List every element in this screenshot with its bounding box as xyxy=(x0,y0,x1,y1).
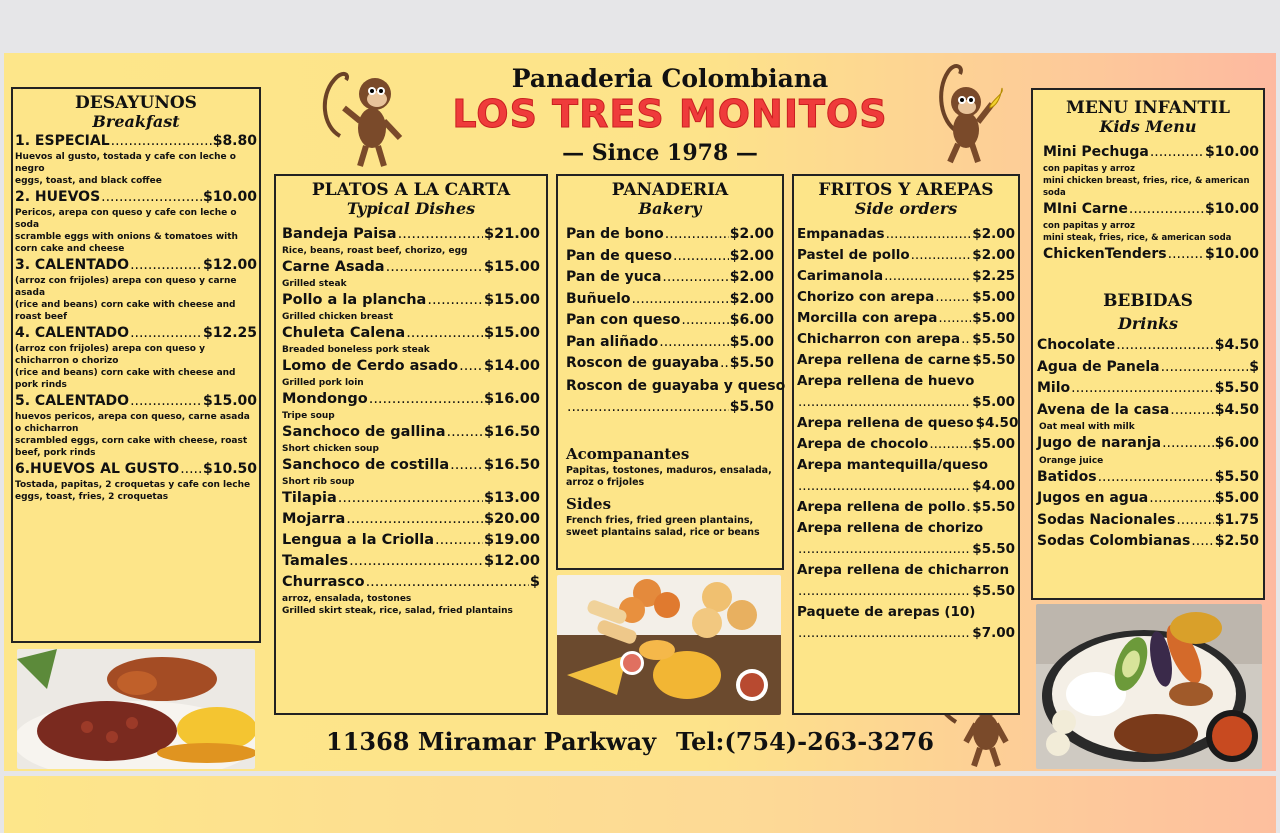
list-item xyxy=(566,246,774,268)
item-desc: Grilled chicken breast xyxy=(282,312,394,322)
item-name: Pan aliñado xyxy=(566,333,659,350)
list-item xyxy=(282,389,540,410)
item-desc-en: eggs, toast, fries, 2 croquetas xyxy=(15,492,169,502)
list-item xyxy=(797,392,1015,413)
list-item xyxy=(15,323,257,343)
dot-leader xyxy=(1098,467,1214,489)
item-desc-en: scramble eggs with onions & tomatoes with corn cake and cheese xyxy=(15,232,238,254)
item-price: $16.50 xyxy=(484,457,540,473)
list-item xyxy=(566,310,774,332)
item-name: Paquete de arepas (10) xyxy=(797,604,976,620)
item-price: $6.00 xyxy=(729,312,774,328)
dot-leader xyxy=(798,539,971,560)
item-name: Carne Asada xyxy=(282,259,385,275)
item-name: Pollo a la plancha xyxy=(282,292,427,308)
menu-board-next xyxy=(4,776,1276,833)
list-item xyxy=(797,539,1015,560)
section-title: FRITOS Y AREPAS xyxy=(818,180,994,200)
item-name: Pastel de pollo xyxy=(797,247,910,263)
list-item xyxy=(282,257,540,278)
phone-number: Tel:(754)-263-3276 xyxy=(676,727,934,756)
item-price: $15.00 xyxy=(484,325,540,341)
address: 11368 Miramar Parkway xyxy=(326,727,657,756)
list-item xyxy=(797,518,1015,539)
list-item xyxy=(1037,488,1259,510)
dot-leader xyxy=(1116,335,1213,357)
dot-leader xyxy=(798,623,971,644)
item-name: Arepa rellena de queso xyxy=(797,415,974,431)
item-price: $12.25 xyxy=(202,325,257,341)
item-name: Jugo de naranja xyxy=(1037,435,1162,451)
dot-leader xyxy=(366,572,529,593)
item-name: Tilapia xyxy=(282,490,337,506)
item-price: $4.50 xyxy=(975,415,1019,431)
since-line: — Since 1978 — xyxy=(562,140,758,166)
item-desc-en: (rice and beans) corn cake with cheese and pork rinds xyxy=(15,368,236,390)
item-name: Milo xyxy=(1037,380,1071,396)
sides-title: Sides xyxy=(566,494,612,513)
list-item xyxy=(282,551,540,572)
item-name: Buñuelo xyxy=(566,290,631,307)
dot-leader xyxy=(961,329,971,350)
list-item xyxy=(1037,400,1259,422)
dot-leader xyxy=(427,290,483,311)
list-item xyxy=(282,455,540,476)
item-desc-en: mini chicken breast, fries, rice, & american soda xyxy=(1043,176,1250,198)
panaderia-section xyxy=(556,174,784,570)
list-item xyxy=(797,455,1015,476)
item-price: $ xyxy=(1249,358,1259,375)
list-item xyxy=(282,356,540,377)
food-photo xyxy=(17,649,255,769)
item-desc: Orange juice xyxy=(1039,455,1104,466)
dot-leader xyxy=(459,356,483,377)
food-photo xyxy=(1036,604,1262,769)
item-name: Pan con queso xyxy=(566,312,681,328)
item-name: Chocolate xyxy=(1037,337,1116,353)
dot-leader xyxy=(1168,244,1204,265)
item-desc: Grilled steak xyxy=(282,279,347,289)
item-desc: (arroz con frijoles) arepa con queso y carne asada xyxy=(15,276,237,298)
item-desc: Grilled pork loin xyxy=(282,378,364,388)
item-price: $4.50 xyxy=(1214,401,1259,418)
dot-leader xyxy=(662,267,728,289)
dot-leader xyxy=(1162,433,1214,455)
dot-leader xyxy=(130,255,202,275)
item-price: $5.00 xyxy=(972,436,1015,452)
dot-leader xyxy=(938,308,971,329)
item-price: $2.00 xyxy=(729,290,774,307)
dot-leader xyxy=(1191,531,1213,553)
dot-leader xyxy=(1149,488,1213,510)
item-name: Agua de Panela xyxy=(1037,358,1160,375)
list-item xyxy=(566,332,774,354)
monkey-icon xyxy=(930,60,1010,168)
item-price: $10.50 xyxy=(202,461,257,477)
dot-leader xyxy=(884,266,971,287)
list-item xyxy=(566,353,774,375)
list-item xyxy=(15,255,257,275)
dot-leader xyxy=(338,488,483,509)
list-item xyxy=(282,422,540,443)
item-name: Arepa rellena de pollo xyxy=(797,499,966,515)
item-price: $13.00 xyxy=(484,490,540,506)
list-item xyxy=(282,224,540,245)
item-price: $10.00 xyxy=(202,189,257,205)
item-desc: Tostada, papitas, 2 croquetas y cafe con leche xyxy=(15,480,251,490)
item-desc: con papitas y arroz xyxy=(1043,221,1135,231)
dot-leader xyxy=(935,287,971,308)
item-price: $15.00 xyxy=(484,259,540,275)
list-item xyxy=(797,287,1015,308)
bebidas-title: BEBIDAS xyxy=(1103,291,1193,311)
section-subtitle: Side orders xyxy=(854,199,958,218)
item-price: $8.80 xyxy=(212,133,257,149)
dot-leader xyxy=(111,131,212,151)
dot-leader xyxy=(130,323,202,343)
list-item xyxy=(797,308,1015,329)
dot-leader xyxy=(1129,199,1204,220)
item-price: $5.50 xyxy=(972,352,1016,368)
dot-leader xyxy=(346,509,483,530)
desayunos-section xyxy=(11,87,261,643)
dot-leader xyxy=(681,310,728,332)
item-desc: Oat meal with milk xyxy=(1039,422,1135,432)
sides-desc: French fries, fried green plantains, sweet plantains salad, rice or beans xyxy=(566,514,760,538)
item-price: $5.00 xyxy=(972,289,1015,305)
item-price: $4.50 xyxy=(1214,337,1259,353)
list-item xyxy=(15,187,257,207)
list-item xyxy=(1043,199,1259,220)
list-item xyxy=(1037,335,1259,357)
item-name: Arepa rellena de chicharron xyxy=(797,562,1010,578)
item-desc: Huevos al gusto, tostada y cafe con leche o negro xyxy=(15,152,236,174)
item-desc-en: eggs, toast, and black coffee xyxy=(15,176,162,186)
item-price: $2.00 xyxy=(972,226,1015,242)
platos-list xyxy=(282,224,540,617)
dot-leader xyxy=(631,289,728,311)
list-item xyxy=(797,371,1015,392)
list-item xyxy=(1043,142,1259,163)
item-desc-en: Grilled skirt steak, rice, salad, fried plantains xyxy=(282,606,513,616)
list-item xyxy=(282,572,540,593)
item-name: 6.HUEVOS AL GUSTO xyxy=(15,461,180,477)
section-title: MENU INFANTIL xyxy=(1066,98,1230,118)
item-desc: con papitas y arroz xyxy=(1043,164,1135,174)
dot-leader xyxy=(450,455,483,476)
dot-leader xyxy=(1150,142,1204,163)
item-name: 4. CALENTADO xyxy=(15,325,130,341)
dot-leader xyxy=(673,246,729,268)
list-item xyxy=(282,323,540,344)
item-name: ChickenTenders xyxy=(1043,246,1167,262)
item-price: $12.00 xyxy=(202,257,257,273)
list-item xyxy=(797,581,1015,602)
item-name: Sanchoco de costilla xyxy=(282,457,450,473)
list-item xyxy=(566,289,774,311)
acompanantes-title: Acompanantes xyxy=(566,444,690,463)
item-price: $5.50 xyxy=(972,541,1015,557)
item-price: $5.50 xyxy=(972,331,1015,347)
list-item xyxy=(15,459,257,479)
section-title: DESAYUNOS xyxy=(75,93,197,113)
bebidas-subtitle: Drinks xyxy=(1117,314,1179,333)
list-item xyxy=(797,434,1015,455)
dot-leader xyxy=(798,392,971,413)
item-price: $5.00 xyxy=(972,394,1015,410)
item-name: Tamales xyxy=(282,553,349,569)
list-item xyxy=(1037,467,1259,489)
dot-leader xyxy=(911,245,972,266)
list-item: Roscon de guayaba y queso xyxy=(566,377,786,394)
acompanantes-desc: Papitas, tostones, maduros, ensalada, arroz o frijoles xyxy=(566,464,772,488)
list-item xyxy=(566,267,774,289)
dot-leader xyxy=(435,530,483,551)
item-name: Arepa rellena de huevo xyxy=(797,373,975,389)
list-item xyxy=(1037,531,1259,553)
item-name: Bandeja Paisa xyxy=(282,226,397,242)
item-name: Roscon de guayaba xyxy=(566,355,719,371)
list-item xyxy=(566,224,774,246)
list-item xyxy=(797,623,1015,644)
item-name: Mini Pechuga xyxy=(1043,144,1149,160)
item-name: Pan de yuca xyxy=(566,269,662,285)
list-item: ..... $5.50 xyxy=(566,397,774,417)
item-price: $2.00 xyxy=(729,226,774,242)
header-top: Panaderia Colombiana xyxy=(511,64,829,93)
item-name: Sodas Nacionales xyxy=(1037,511,1176,528)
item-desc: Breaded boneless pork steak xyxy=(282,345,430,355)
item-desc: Short chicken soup xyxy=(282,444,379,454)
list-item xyxy=(1037,510,1259,532)
item-desc-en: (rice and beans) corn cake with cheese and roast beef xyxy=(15,300,236,322)
item-price: $ xyxy=(529,574,540,590)
item-price: $2.50 xyxy=(1214,533,1259,549)
item-name: Lengua a la Criolla xyxy=(282,532,435,548)
item-price: $5.00 xyxy=(1214,490,1259,506)
item-name: Batidos xyxy=(1037,468,1097,485)
dot-leader xyxy=(369,389,483,410)
item-name: 5. CALENTADO xyxy=(15,393,130,409)
section-title: PANADERIA xyxy=(611,180,729,200)
section-subtitle: Breakfast xyxy=(92,112,180,131)
item-price: $16.50 xyxy=(484,424,540,440)
item-price: $5.50 xyxy=(972,499,1015,515)
item-name: 2. HUEVOS xyxy=(15,189,101,205)
list-item xyxy=(282,509,540,530)
dot-leader xyxy=(798,581,971,602)
item-desc: huevos pericos, arepa con queso, carne asada o chicharron xyxy=(15,412,250,434)
item-name: 3. CALENTADO xyxy=(15,257,130,273)
item-price: $2.00 xyxy=(972,247,1015,263)
dot-leader xyxy=(720,353,729,375)
item-price: $5.50 xyxy=(729,355,774,371)
item-price: $7.00 xyxy=(972,625,1015,641)
item-name: Mondongo xyxy=(282,391,368,407)
dot-leader xyxy=(929,434,971,455)
list-item xyxy=(1037,433,1259,455)
item-name: Churrasco xyxy=(282,574,365,590)
item-name: Arepa rellena de carne xyxy=(797,352,971,368)
item-price: $10.00 xyxy=(1204,201,1259,217)
item-price: $5.00 xyxy=(729,333,774,350)
dot-leader xyxy=(966,497,971,518)
list-item xyxy=(1037,378,1259,400)
item-desc: Short rib soup xyxy=(282,477,355,487)
item-name: Chorizo con arepa xyxy=(797,289,935,305)
list-item xyxy=(1043,244,1259,265)
item-price: $2.00 xyxy=(729,269,774,285)
list-item xyxy=(797,497,1015,518)
food-photo xyxy=(557,575,781,715)
fritos-list xyxy=(797,224,1019,644)
item-price: $21.00 xyxy=(484,226,540,242)
item-name: MIni Carne xyxy=(1043,201,1128,217)
item-desc-en: scrambled eggs, corn cake with cheese, roast beef, pork rinds xyxy=(15,436,248,458)
dot-leader xyxy=(406,323,483,344)
item-name: Pan de bono xyxy=(566,226,664,242)
item-price: $4.00 xyxy=(972,478,1015,494)
item-price: $5.50 xyxy=(1214,468,1259,485)
item-name: Arepa mantequilla/queso xyxy=(797,457,989,473)
dot-leader xyxy=(101,187,202,207)
item-price: $6.00 xyxy=(1214,435,1259,451)
infantil-section xyxy=(1031,88,1265,600)
list-item xyxy=(797,560,1015,581)
item-price: $1.75 xyxy=(1214,511,1259,528)
dot-leader xyxy=(798,476,971,497)
dot-leader xyxy=(446,422,483,443)
item-name: Morcilla con arepa xyxy=(797,310,938,326)
item-price: $5.50 xyxy=(1214,380,1259,396)
item-price: $12.00 xyxy=(484,553,540,569)
dot-leader xyxy=(398,224,483,245)
item-name: 1. ESPECIAL xyxy=(15,133,110,149)
list-item xyxy=(1037,357,1259,379)
list-item xyxy=(282,290,540,311)
section-title: PLATOS A LA CARTA xyxy=(311,180,511,200)
list-item xyxy=(797,224,1015,245)
item-desc: Pericos, arepa con queso y cafe con leche o soda xyxy=(15,208,237,230)
monkey-icon xyxy=(320,66,410,170)
platos-section xyxy=(274,174,548,715)
item-name: Lomo de Cerdo asado xyxy=(282,358,459,374)
list-item xyxy=(797,350,1015,371)
dot-leader xyxy=(1161,357,1249,379)
item-desc: Rice, beans, roast beef, chorizo, egg xyxy=(282,246,468,256)
item-desc: arroz, ensalada, tostones xyxy=(282,594,412,604)
list-item xyxy=(282,530,540,551)
item-price: $10.00 xyxy=(1204,246,1259,262)
item-price: $14.00 xyxy=(484,358,540,374)
item-price: $15.00 xyxy=(202,393,257,409)
list-item xyxy=(797,245,1015,266)
dot-leader xyxy=(1071,378,1214,400)
item-price: $10.00 xyxy=(1204,144,1259,160)
item-desc: Tripe soup xyxy=(282,411,335,421)
item-name: Arepa de chocolo xyxy=(797,436,929,452)
dot-leader xyxy=(180,459,202,479)
section-subtitle: Bakery xyxy=(638,199,702,218)
section-subtitle: Typical Dishes xyxy=(346,199,476,218)
item-name: Avena de la casa xyxy=(1037,401,1170,418)
section-subtitle: Kids Menu xyxy=(1099,117,1197,136)
item-name: Carimanola xyxy=(797,268,884,284)
desayunos-list xyxy=(15,131,257,503)
item-name: Jugos en agua xyxy=(1037,490,1149,506)
fritos-section xyxy=(792,174,1020,715)
item-name: Mojarra xyxy=(282,511,346,527)
item-name: Empanadas xyxy=(797,226,885,242)
list-item xyxy=(797,476,1015,497)
list-item xyxy=(797,266,1015,287)
dot-leader xyxy=(386,257,483,278)
item-desc-en: mini steak, fries, rice, & american soda xyxy=(1043,233,1232,243)
item-price: $5.50 xyxy=(972,583,1015,599)
dot-leader xyxy=(1176,510,1213,532)
item-desc: (arroz con frijoles) arepa con queso y chicharron o chorizo xyxy=(15,344,205,366)
item-price: $15.00 xyxy=(484,292,540,308)
item-name: Chicharron con arepa xyxy=(797,331,961,347)
list-item xyxy=(15,391,257,411)
item-name: Arepa rellena de chorizo xyxy=(797,520,984,536)
list-item xyxy=(797,329,1015,350)
list-item xyxy=(797,602,1015,623)
dot-leader xyxy=(130,391,202,411)
dot-leader xyxy=(349,551,483,572)
drinks-list xyxy=(1037,335,1259,553)
list-item xyxy=(15,131,257,151)
item-price: $19.00 xyxy=(484,532,540,548)
item-price: $20.00 xyxy=(484,511,540,527)
dot-leader xyxy=(659,332,728,354)
item-price: $2.25 xyxy=(972,268,1015,284)
panaderia-list xyxy=(566,224,774,375)
restaurant-name: LOS TRES MONITOS xyxy=(452,92,888,136)
dot-leader xyxy=(886,224,972,245)
list-item xyxy=(797,413,1019,434)
item-name: Sanchoco de gallina xyxy=(282,424,446,440)
kids-list xyxy=(1037,142,1259,265)
list-item xyxy=(282,488,540,509)
dot-leader xyxy=(665,224,729,246)
item-name: Chuleta Calena xyxy=(282,325,406,341)
item-name: Sodas Colombianas xyxy=(1037,533,1191,549)
item-price: $5.00 xyxy=(972,310,1015,326)
item-price: $2.00 xyxy=(729,247,774,264)
dot-leader xyxy=(1170,400,1213,422)
item-name: Pan de queso xyxy=(566,247,672,264)
item-price: $16.00 xyxy=(484,391,540,407)
